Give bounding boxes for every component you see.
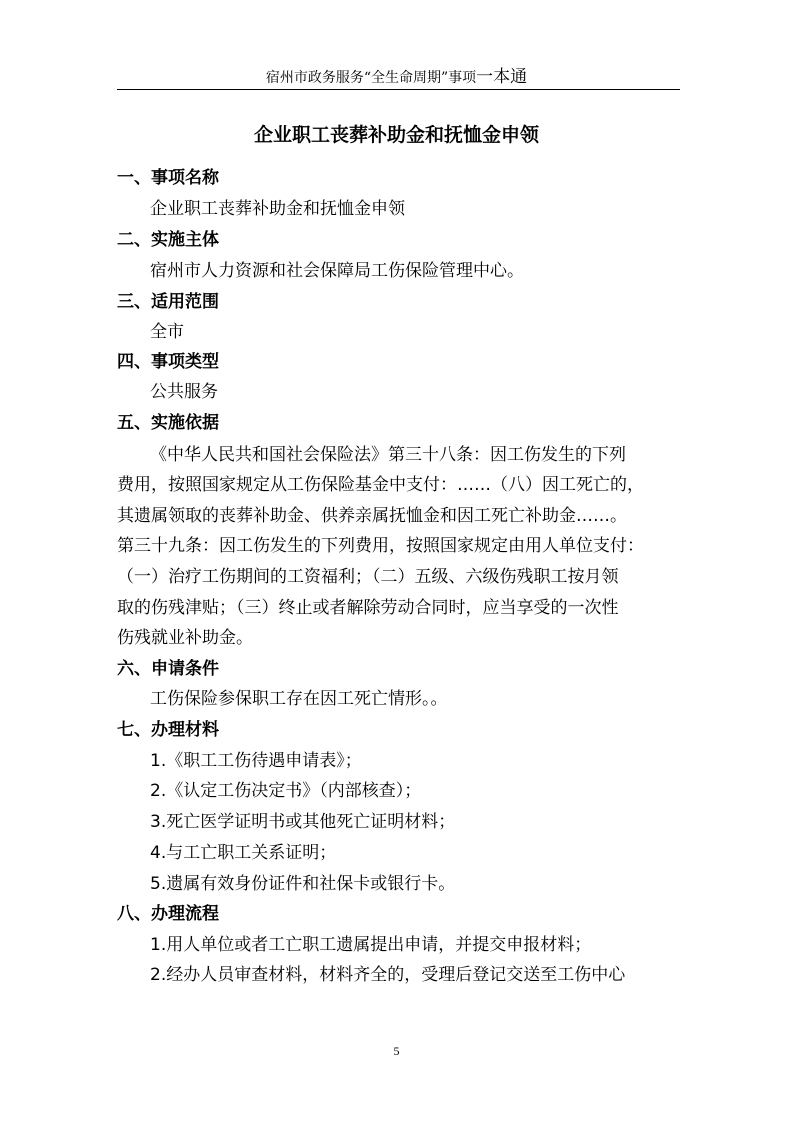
- legal-basis-line: 费用，按照国家规定从工伤保险基金中支付：……（八）因工死亡的，: [117, 475, 644, 495]
- section-heading-materials: 七、办理材料: [117, 720, 219, 740]
- item-name-text: 企业职工丧葬补助金和抚恤金申领: [150, 199, 405, 219]
- process-step: 2.经办人员审查材料，材料齐全的，受理后登记交送至工伤中心: [150, 965, 626, 985]
- header-emphasis: 一本通: [476, 67, 528, 87]
- legal-basis-line: 其遗属领取的丧葬补助金、供养亲属抚恤金和因工死亡补助金……。: [117, 506, 627, 526]
- material-item: 3.死亡医学证明书或其他死亡证明材料；: [150, 812, 456, 832]
- material-item: 1.《职工工伤待遇申请表》；: [150, 751, 362, 771]
- legal-basis-line: 取的伤残津贴；（三）终止或者解除劳动合同时，应当享受的一次性: [117, 598, 619, 618]
- material-item: 2.《认定工伤决定书》（内部核查）；: [150, 781, 422, 801]
- item-type-text: 公共服务: [150, 382, 218, 402]
- implementing-body-text: 宿州市人力资源和社会保障局工伤保险管理中心。: [150, 261, 524, 281]
- page-header: [0, 62, 793, 87]
- material-item: 4.与工亡职工关系证明；: [150, 843, 337, 863]
- conditions-text: 工伤保险参保职工存在因工死亡情形。。: [150, 689, 448, 709]
- scope-text: 全市: [150, 322, 184, 342]
- legal-basis-line: 第三十九条：因工伤发生的下列费用，按照国家规定由用人单位支付：: [117, 536, 644, 556]
- section-heading-item-name: 一、事项名称: [117, 168, 219, 188]
- header-text: 宿州市政务服务“全生命周期”事项: [265, 70, 477, 86]
- section-heading-legal-basis: 五、实施依据: [117, 413, 219, 433]
- material-item: 5.遗属有效身份证件和社保卡或银行卡。: [150, 874, 456, 894]
- section-heading-implementing-body: 二、实施主体: [117, 230, 219, 250]
- section-heading-process: 八、办理流程: [117, 904, 219, 924]
- process-step: 1.用人单位或者工亡职工遗属提出申请，并提交申报材料；: [150, 935, 592, 955]
- header-rule: [117, 89, 680, 90]
- section-heading-item-type: 四、事项类型: [117, 352, 219, 372]
- page-number: 5: [393, 1044, 400, 1058]
- section-heading-scope: 三、适用范围: [117, 292, 219, 312]
- section-heading-conditions: 六、申请条件: [117, 659, 219, 679]
- legal-basis-line: 伤残就业补助金。: [117, 628, 253, 648]
- legal-basis-line: （一）治疗工伤期间的工资福利；（二）五级、六级伤残职工按月领: [117, 567, 619, 587]
- document-title: 企业职工丧葬补助金和抚恤金申领: [253, 124, 539, 146]
- legal-basis-line: 《中华人民共和国社会保险法》第三十八条：因工伤发生的下列: [150, 445, 626, 465]
